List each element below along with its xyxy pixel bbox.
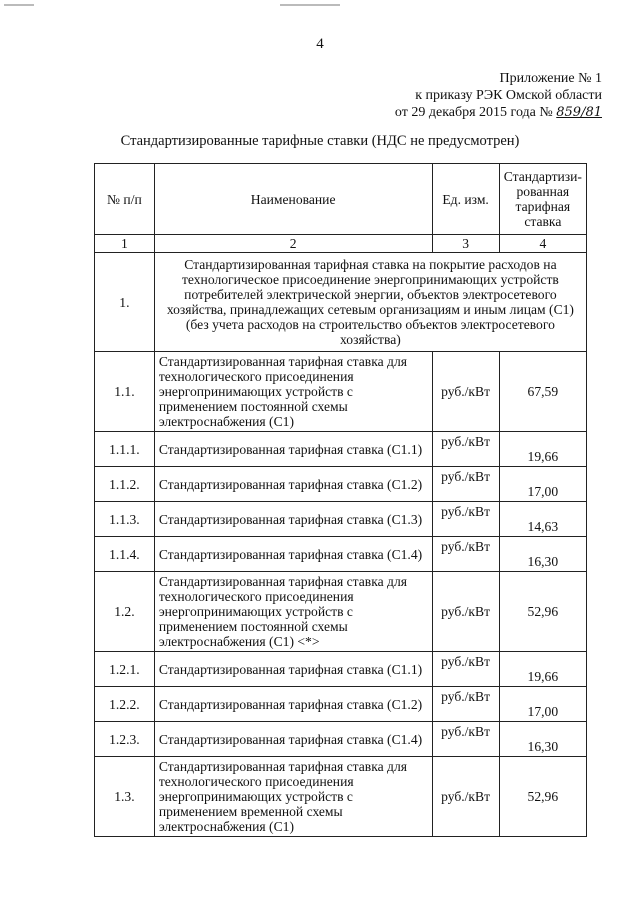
appendix-block bbox=[395, 70, 602, 121]
table-row bbox=[95, 537, 587, 572]
page-number: 4 bbox=[316, 36, 324, 52]
row-name: Стандартизированная тарифная ставка (С1.2) bbox=[154, 687, 432, 722]
row-num: 1.1.4. bbox=[95, 537, 155, 572]
table-header-row bbox=[95, 164, 587, 235]
table-row bbox=[95, 352, 587, 432]
row-rate: 67,59 bbox=[499, 352, 586, 432]
row-rate: 52,96 bbox=[499, 757, 586, 837]
appendix-order-reference: к приказу РЭК Омской области bbox=[415, 88, 602, 103]
row-name: Стандартизированная тарифная ставка для технологического присоединения энергопринимающих устройств с применением временной схемы электроснабжения (С1) bbox=[154, 757, 432, 837]
row-name: Стандартизированная тарифная ставка (С1.4) bbox=[154, 537, 432, 572]
row-num: 1.1.1. bbox=[95, 432, 155, 467]
column-index: 1 bbox=[95, 235, 155, 253]
row-name: Стандартизированная тарифная ставка для технологического присоединения энергопринимающих устройств с применением постоянной схемы электроснабжения (С1) <*> bbox=[154, 572, 432, 652]
header-num: № п/п bbox=[95, 164, 155, 235]
row-num: 1.1. bbox=[95, 352, 155, 432]
row-num: 1.1.2. bbox=[95, 467, 155, 502]
header-rate: Стандартизи-рованная тарифная ставка bbox=[499, 164, 586, 235]
order-date-text: от 29 декабря 2015 года № bbox=[394, 105, 553, 120]
row-rate: 14,63 bbox=[499, 502, 586, 537]
header-unit: Ед. изм. bbox=[432, 164, 499, 235]
row-unit: руб./кВт bbox=[432, 687, 499, 722]
table-row bbox=[95, 652, 587, 687]
order-number-handwritten: 859/81 bbox=[556, 105, 602, 120]
table-row bbox=[95, 432, 587, 467]
row-name: Стандартизированная тарифная ставка (С1.1) bbox=[154, 652, 432, 687]
header-name: Наименование bbox=[154, 164, 432, 235]
row-unit: руб./кВт bbox=[432, 652, 499, 687]
row-rate: 52,96 bbox=[499, 572, 586, 652]
row-rate: 17,00 bbox=[499, 467, 586, 502]
row-unit: руб./кВт bbox=[432, 722, 499, 757]
row-num: 1.2. bbox=[95, 572, 155, 652]
table-row bbox=[95, 722, 587, 757]
row-unit: руб./кВт bbox=[432, 757, 499, 837]
appendix-order-date bbox=[395, 104, 602, 121]
column-index-row bbox=[95, 235, 587, 253]
row-name: Стандартизированная тарифная ставка (С1.1) bbox=[154, 432, 432, 467]
appendix-title: Приложение № 1 bbox=[499, 71, 602, 86]
column-index: 4 bbox=[499, 235, 586, 253]
table-row bbox=[95, 757, 587, 837]
table-row bbox=[95, 502, 587, 537]
row-name: Стандартизированная тарифная ставка для технологического присоединения энергопринимающих устройств с применением постоянной схемы электроснабжения (С1) bbox=[154, 352, 432, 432]
row-num: 1.2.2. bbox=[95, 687, 155, 722]
row-unit: руб./кВт bbox=[432, 537, 499, 572]
row-name: Стандартизированная тарифная ставка (С1.4) bbox=[154, 722, 432, 757]
row-num: 1.2.1. bbox=[95, 652, 155, 687]
row-name: Стандартизированная тарифная ставка (С1.3) bbox=[154, 502, 432, 537]
table-row bbox=[95, 572, 587, 652]
document-title: Стандартизированные тарифные ставки (НДС не предусмотрен) bbox=[120, 133, 520, 149]
row-num: 1.2.3. bbox=[95, 722, 155, 757]
row-unit: руб./кВт bbox=[432, 432, 499, 467]
row-rate: 16,30 bbox=[499, 722, 586, 757]
table-row bbox=[95, 467, 587, 502]
row-unit: руб./кВт bbox=[432, 467, 499, 502]
row-rate: 19,66 bbox=[499, 432, 586, 467]
row-num: 1.3. bbox=[95, 757, 155, 837]
row-name: Стандартизированная тарифная ставка (С1.2) bbox=[154, 467, 432, 502]
scan-artifact bbox=[280, 4, 340, 6]
column-index: 2 bbox=[154, 235, 432, 253]
scan-artifact bbox=[4, 4, 34, 6]
row-rate: 17,00 bbox=[499, 687, 586, 722]
row-rate: 19,66 bbox=[499, 652, 586, 687]
row-num: 1. bbox=[95, 253, 155, 352]
row-unit: руб./кВт bbox=[432, 502, 499, 537]
tariff-table bbox=[94, 163, 587, 837]
row-unit: руб./кВт bbox=[432, 572, 499, 652]
row-unit: руб./кВт bbox=[432, 352, 499, 432]
table-row bbox=[95, 253, 587, 352]
row-name: Стандартизированная тарифная ставка на покрытие расходов на технологическое присоединение энергопринимающих устройств потребителей электрической энергии, объектов электросетевого хозяйства, принадлежащих сетевым организациям и иным лицам (С1) (без учета расходов на строительство объектов электросетевого хозяйства) bbox=[154, 253, 586, 352]
row-rate: 16,30 bbox=[499, 537, 586, 572]
row-num: 1.1.3. bbox=[95, 502, 155, 537]
table-row bbox=[95, 687, 587, 722]
column-index: 3 bbox=[432, 235, 499, 253]
